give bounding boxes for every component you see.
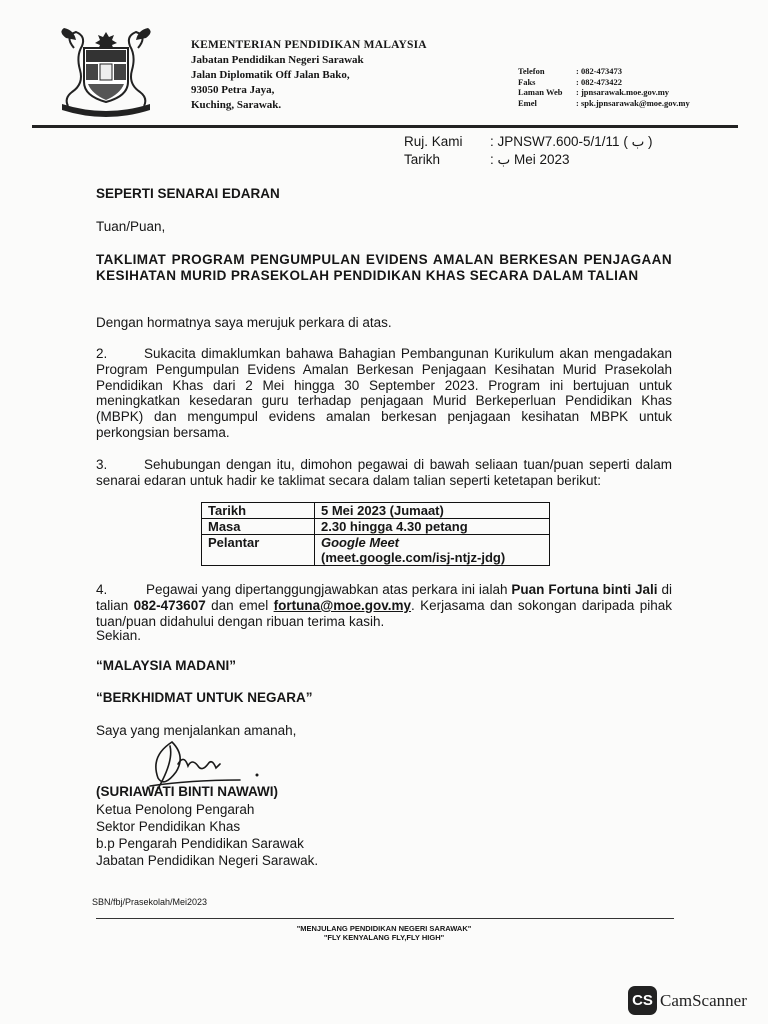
contact-value: : 082-473473 bbox=[576, 66, 623, 76]
camscanner-logo-icon: CS bbox=[628, 986, 657, 1015]
camscanner-text: CamScanner bbox=[660, 990, 747, 1010]
camscanner-watermark bbox=[628, 986, 747, 1015]
sekian-text: Sekian. bbox=[96, 628, 142, 643]
table-cell-value: 2.30 hingga 4.30 petang bbox=[315, 519, 550, 535]
contact-phone: 082-473607 bbox=[133, 597, 206, 613]
table-cell-value: 5 Mei 2023 (Jumaat) bbox=[315, 503, 550, 519]
header-divider bbox=[32, 125, 738, 128]
signatory-title-line: b.p Pengarah Pendidikan Sarawak bbox=[96, 836, 304, 851]
slogan-berkhidmat: “BERKHIDMAT UNTUK NEGARA” bbox=[96, 690, 313, 705]
address-line: Jalan Diplomatik Off Jalan Bako, bbox=[191, 69, 350, 81]
signatory-titles bbox=[96, 801, 672, 869]
paragraph-4 bbox=[96, 582, 672, 629]
signatory-title-line: Jabatan Pendidikan Negeri Sarawak. bbox=[96, 853, 319, 868]
schedule-table bbox=[201, 502, 550, 566]
ministry-name: KEMENTERIAN PENDIDIKAN MALAYSIA bbox=[191, 39, 427, 51]
platform-name: Google Meet bbox=[321, 535, 400, 550]
letterhead-contacts bbox=[518, 66, 690, 108]
contact-email-link[interactable]: fortuna@moe.gov.my bbox=[273, 597, 412, 613]
table-cell-label: Masa bbox=[202, 519, 315, 535]
table-cell-label: Tarikh bbox=[202, 503, 315, 519]
letterhead-address bbox=[191, 38, 427, 113]
reference-block bbox=[404, 133, 653, 169]
contact-value: : spk.jpnsarawak@moe.gov.my bbox=[576, 97, 690, 108]
paragraph-text: . Kerjasama dan sokongan daripada pihak tuan/puan didahului dengan ribuan terima kasih. bbox=[96, 597, 672, 629]
paragraph-3 bbox=[96, 457, 672, 489]
coat-of-arms-logo bbox=[44, 28, 168, 120]
address-line: Jabatan Pendidikan Negeri Sarawak bbox=[191, 54, 364, 66]
recipient: SEPERTI SENARAI EDARAN bbox=[96, 186, 280, 201]
paragraph-text: di talian bbox=[96, 582, 673, 613]
paragraph-text: dan emel bbox=[205, 597, 274, 613]
paragraph-1: Dengan hormatnya saya merujuk perkara di atas. bbox=[96, 315, 392, 330]
footer-motto-2: "FLY KENYALANG FLY,FLY HIGH" bbox=[323, 933, 445, 942]
contact-label: Faks bbox=[518, 76, 536, 87]
table-row bbox=[202, 519, 550, 535]
paragraph-text: Sehubungan dengan itu, dimohon pegawai di bawah seliaan tuan/puan seperti dalam senarai edaran untuk hadir ke taklimat secara dalam talian seperti ketetapan berikut: bbox=[96, 457, 672, 488]
paragraph-number: 3. bbox=[96, 457, 108, 472]
contact-value: : jpnsarawak.moe.gov.my bbox=[576, 87, 670, 98]
paragraph-text: Sukacita dimaklumkan bahawa Bahagian Pembangunan Kurikulum akan mengadakan Program Pengumpulan Evidens Amalan Berkesan Penjagaan Kesihatan Murid Prasekolah Pendidikan Khas dari 2 Mei hingga 30 September 2023. Program ini bertujuan untuk meningkatkan kesedaran guru terhadap penjagaan Murid Berkeperluan Pendidikan Khas (MBPK) dan mengumpul evidens amalan berkesan penjagaan kesihatan MBPK untuk perkongsian bersama. bbox=[96, 346, 672, 440]
ruj-label: Ruj. Kami bbox=[404, 134, 463, 149]
contact-label: Emel bbox=[518, 97, 537, 108]
paragraph-number: 4. bbox=[96, 582, 108, 597]
signatory-title-line: Sektor Pendidikan Khas bbox=[96, 819, 241, 834]
closing-line: Saya yang menjalankan amanah, bbox=[96, 723, 297, 738]
tarikh-label: Tarikh bbox=[404, 152, 441, 167]
contact-value: : 082-473422 bbox=[576, 76, 623, 87]
file-reference: SBN/fbj/Prasekolah/Mei2023 bbox=[92, 897, 208, 907]
ruj-value: : JPNSW7.600-5/1/11 ( ب ) bbox=[490, 134, 653, 149]
meeting-link[interactable]: (meet.google.com/isj-ntjz-jdg) bbox=[321, 550, 506, 565]
paragraph-number: 2. bbox=[96, 346, 108, 361]
table-row bbox=[202, 535, 550, 566]
signatory-title-line: Ketua Penolong Pengarah bbox=[96, 802, 255, 817]
salutation: Tuan/Puan, bbox=[96, 219, 166, 234]
contact-label: Laman Web bbox=[518, 87, 563, 98]
table-cell-value bbox=[315, 535, 550, 566]
paragraph-text: Pegawai yang dipertanggungjawabkan atas perkara ini ialah bbox=[146, 582, 512, 597]
paragraph-2 bbox=[96, 346, 672, 441]
contact-person-name: Puan Fortuna binti Jali bbox=[511, 582, 658, 597]
slogan-malaysia-madani: “MALAYSIA MADANI” bbox=[96, 658, 237, 673]
signatory-name: (SURIAWATI BINTI NAWAWI) bbox=[96, 784, 278, 799]
table-cell-label: Pelantar bbox=[202, 535, 315, 566]
footer-motto-1: "MENJULANG PENDIDIKAN NEGERI SARAWAK" bbox=[296, 924, 472, 933]
address-line: Kuching, Sarawak. bbox=[191, 99, 282, 111]
address-line: 93050 Petra Jaya, bbox=[191, 84, 275, 96]
tarikh-value: : ب Mei 2023 bbox=[490, 152, 570, 167]
footer-divider bbox=[96, 918, 674, 919]
table-row bbox=[202, 503, 550, 519]
contact-label: Telefon bbox=[518, 66, 545, 76]
subject-heading: TAKLIMAT PROGRAM PENGUMPULAN EVIDENS AMALAN BERKESAN PENJAGAAN KESIHATAN MURID PRASEKOLAH PENDIDIKAN KHAS SECARA DALAM TALIAN bbox=[96, 252, 672, 283]
